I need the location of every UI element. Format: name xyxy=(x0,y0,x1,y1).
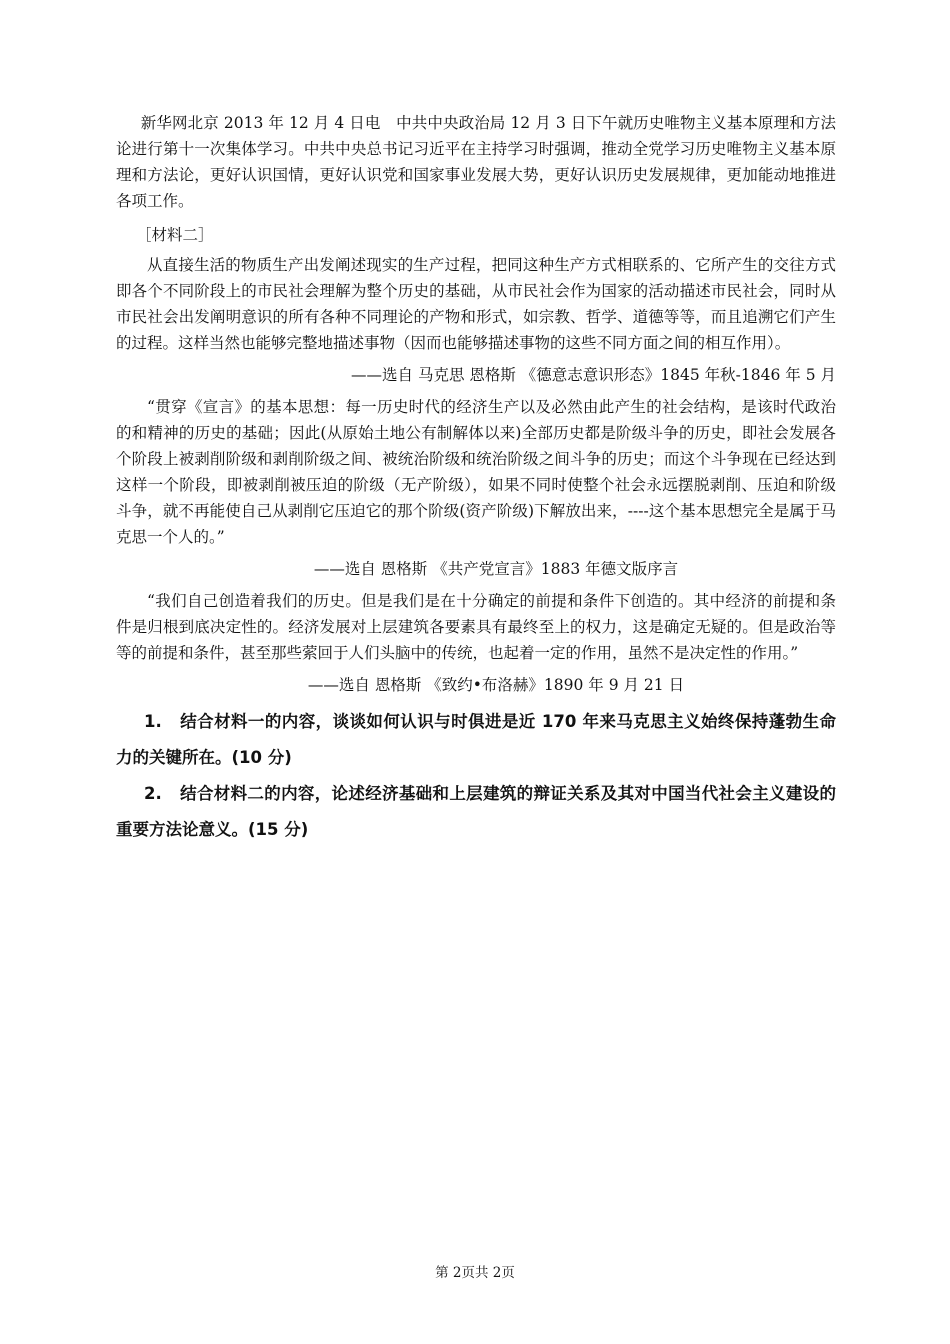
material-two-label: ［材料二］ xyxy=(136,226,214,244)
question-number: 2. xyxy=(144,784,162,803)
question-item xyxy=(116,776,836,848)
quote-citation: ——选自 恩格斯 《共产党宣言》1883 年德文版序言 xyxy=(313,560,679,578)
question-text: 结合材料二的内容，论述经济基础和上层建筑的辩证关系及其对中国当代社会主义建设的重要方法论意义。(15 分) xyxy=(116,784,836,839)
quote-paragraph: 从直接生活的物质生产出发阐述现实的生产过程，把同这种生产方式相联系的、它所产生的交往方式即各个不同阶段上的市民社会理解为整个历史的基础，从市民社会作为国家的活动描述市民社会，同时从市民社会出发阐明意识的所有各种不同理论的产物和形式，如宗教、哲学、道德等等，而且追溯它们产生的过程。这样当然也能够完整地描述事物（因而也能够描述事物的这些不同方面之间的相互作用）。 xyxy=(116,256,836,352)
page-footer: 第 2页共 2页 xyxy=(435,1265,515,1281)
intro-paragraph: 新华网北京 2013 年 12 月 4 日电 中共中央政治局 12 月 3 日下午就历史唯物主义基本原理和方法论进行第十一次集体学习。中共中央总书记习近平在主持学习时强调，推动全党学习历史唯物主义基本原理和方法论，更好认识国情，更好认识党和国家事业发展大势，更好认识历史发展规律，更加能动地推进各项工作。 xyxy=(116,114,836,210)
document-page xyxy=(116,110,836,848)
quote-citation: ——选自 恩格斯 《致约•布洛赫》1890 年 9 月 21 日 xyxy=(307,676,685,694)
question-item xyxy=(116,704,836,776)
question-text: 结合材料一的内容，谈谈如何认识与时俱进是近 170 年来马克思主义始终保持蓬勃生命力的关键所在。(10 分) xyxy=(116,712,836,767)
question-number: 1. xyxy=(144,712,162,731)
quote-citation: ——选自 马克思 恩格斯 《德意志意识形态》1845 年秋-1846 年 5 月 xyxy=(351,366,836,384)
quote-paragraph: “我们自己创造着我们的历史。但是我们是在十分确定的前提和条件下创造的。其中经济的前提和条件是归根到底决定性的。经济发展对上层建筑各要素具有最终至上的权力，这是确定无疑的。但是政治等等的前提和条件，甚至那些萦回于人们头脑中的传统，也起着一定的作用，虽然不是决定性的作用。” xyxy=(116,592,836,662)
quote-paragraph: “贯穿《宣言》的基本思想：每一历史时代的经济生产以及必然由此产生的社会结构，是该时代政治的和精神的历史的基础；因此(从原始土地公有制解体以来)全部历史都是阶级斗争的历史，即社会发展各个阶段上被剥削阶级和剥削阶级之间、被统治阶级和统治阶级之间斗争的历史；而这个斗争现在已经达到这样一个阶段，即被剥削被压迫的阶级（无产阶级），如果不同时使整个社会永远摆脱剥削、压迫和阶级斗争，就不再能使自己从剥削它压迫它的那个阶级(资产阶级)下解放出来，----这个基本思想完全是属于马克思一个人的。” xyxy=(116,398,836,546)
